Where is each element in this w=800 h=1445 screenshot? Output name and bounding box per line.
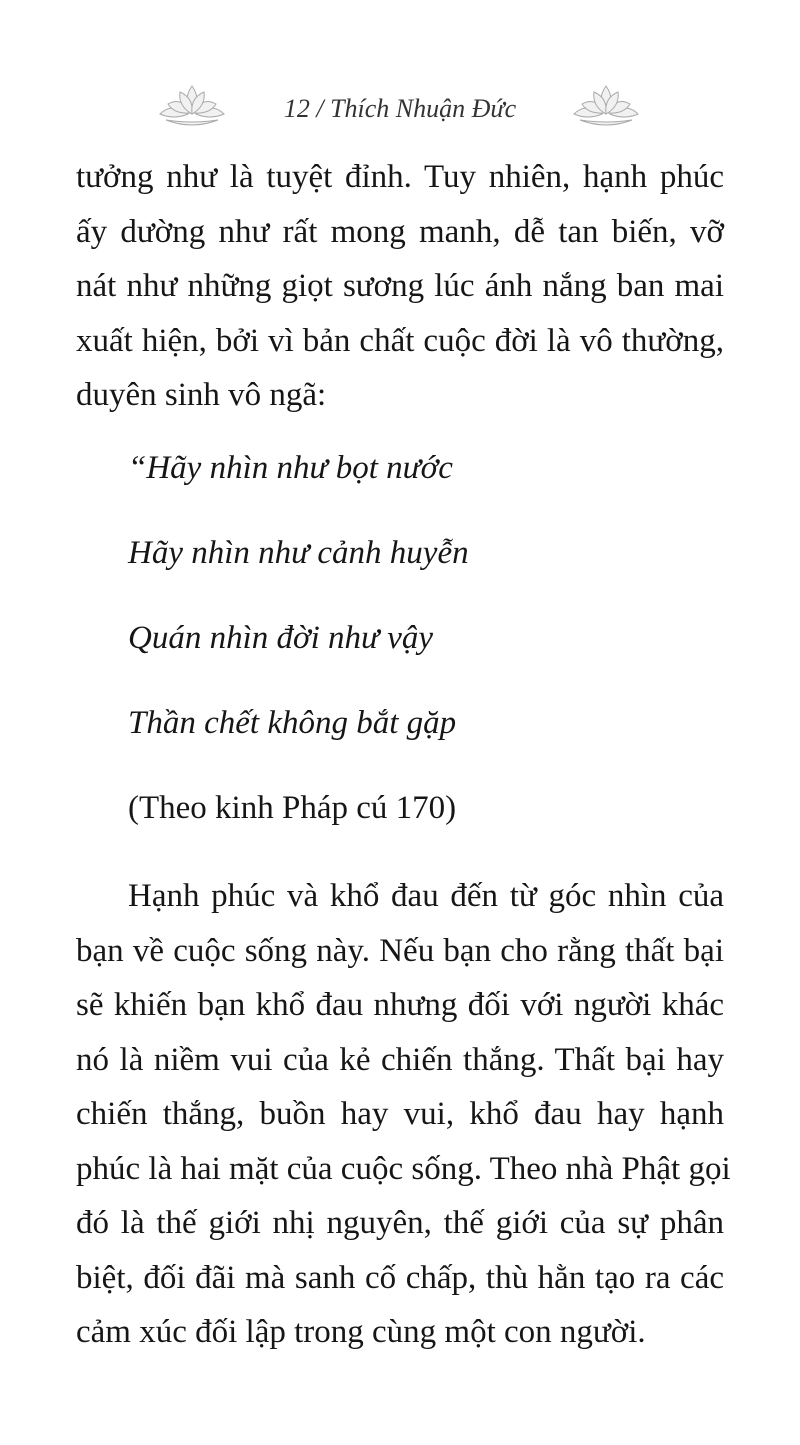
text-line: bạn về cuộc sống này. Nếu bạn cho rằng thất bại	[76, 932, 724, 969]
verse-line: “Hãy nhìn như bọt nước	[128, 450, 453, 486]
text-line: xuất hiện, bởi vì bản chất cuộc đời là vô thường,	[76, 322, 724, 359]
text-line: nát như những giọt sương lúc ánh nắng ban mai	[76, 268, 724, 304]
text-line: tưởng như là tuyệt đỉnh. Tuy nhiên, hạnh phúc	[76, 159, 724, 195]
verse-line: Quán nhìn đời như vậy	[128, 620, 434, 656]
text-line: biệt, đối đãi mà sanh cố chấp, thù hằn tạo ra các	[76, 1259, 724, 1296]
verse-line: Thần chết không bắt gặp	[128, 705, 457, 741]
text-line: đó là thế giới nhị nguyên, thế giới của sự phân	[76, 1205, 724, 1241]
text-line: Hạnh phúc và khổ đau đến từ góc nhìn của	[128, 878, 724, 914]
running-header	[0, 80, 800, 140]
running-title: 12 / Thích Nhuận Đức	[283, 94, 517, 123]
text-line: phúc là hai mặt của cuộc sống. Theo nhà Phật gọi	[76, 1150, 731, 1187]
body-paragraph-2	[76, 869, 731, 1360]
text-line: cảm xúc đối lập trong cùng một con người.	[76, 1314, 646, 1350]
text-line: chiến thắng, buồn hay vui, khổ đau hay hạnh	[76, 1096, 724, 1132]
lotus-flower-icon	[566, 80, 646, 136]
verse-line: Hãy nhìn như cảnh huyễn	[128, 535, 469, 571]
text-line: sẽ khiến bạn khổ đau nhưng đối với người khác	[76, 987, 724, 1023]
verse-citation: (Theo kinh Pháp cú 170)	[128, 790, 457, 826]
text-line: ấy dường như rất mong manh, dễ tan biến, vỡ	[76, 213, 724, 250]
text-line: nó là niềm vui của kẻ chiến thắng. Thất bại hay	[76, 1041, 724, 1078]
body-paragraph-1	[76, 150, 724, 423]
text-line: duyên sinh vô ngã:	[76, 377, 327, 413]
